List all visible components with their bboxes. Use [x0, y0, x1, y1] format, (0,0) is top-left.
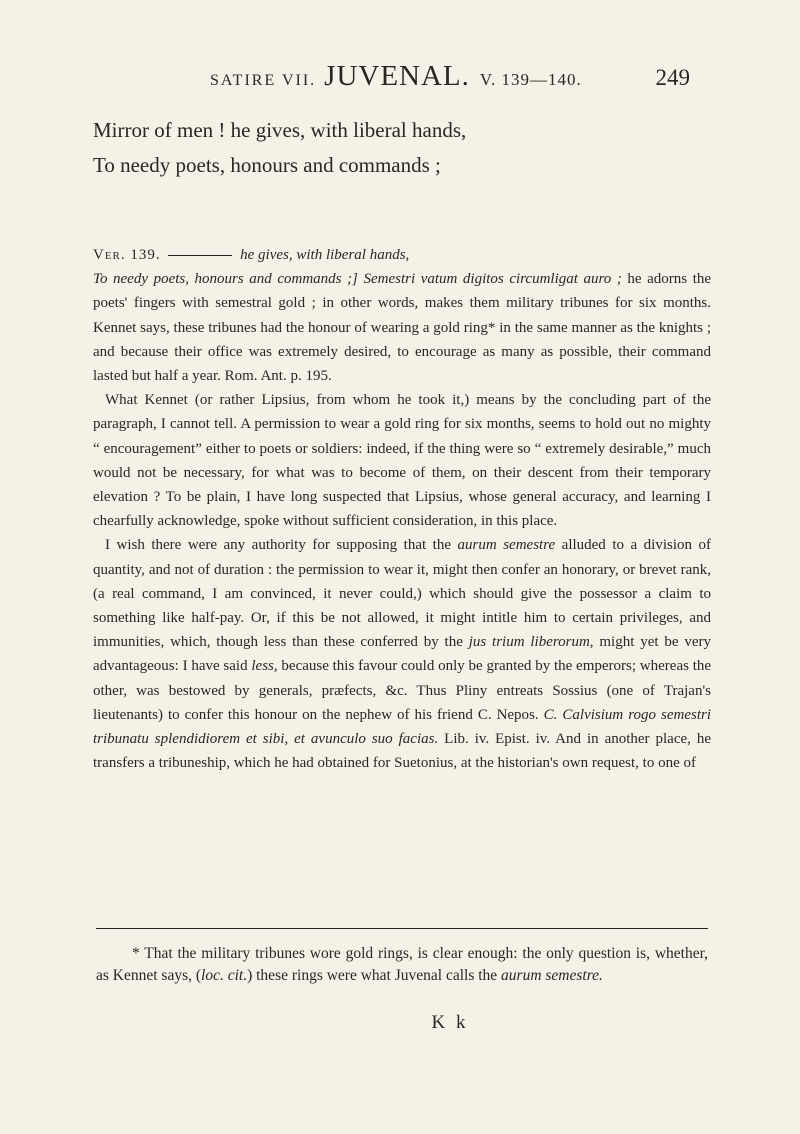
header-author: JUVENAL.	[324, 60, 470, 92]
footnote-rule	[96, 928, 708, 929]
signature-mark: K k	[431, 1012, 469, 1033]
latin-quote: C. Calvisium rogo semestri tribunatu splendidiorem et sibi, et avunculo suo facias.	[93, 706, 711, 748]
running-header	[210, 60, 690, 108]
paragraph-text: because this favour could only be granted by the emperors; whereas the other, was bestowed by generals, præfects, &c. Thus Pliny entreats Sossius (one of Trajan's lieutenants) to confer this honour on the nephew of his friend C. Nepos.	[93, 658, 712, 723]
commentary	[93, 243, 711, 775]
commentary-paragraph	[93, 243, 711, 388]
paragraph-text: might yet be very advantageous: I have said	[93, 634, 712, 675]
page-number: 249	[655, 65, 690, 90]
footnote	[96, 943, 708, 987]
latin-term: aurum semestre	[457, 537, 556, 554]
verse-line: Mirror of men ! he gives, with liberal hands,	[93, 118, 467, 142]
footnote-paragraph	[96, 943, 708, 987]
lemma: he gives, with liberal hands,	[240, 247, 410, 263]
paragraph-text: he adorns the poets' fingers with semestral gold ; in other words, makes them military tribunes for six months. Kennet says, these tribunes had the honour of wearing a gold ring* in the same manner as the knights ; and because their office was extremely desired, to encourage as many as possible, their command lasted but half a year. Rom. Ant. p. 195.	[93, 271, 712, 385]
latin-quote: Semestri vatum digitos circumligat auro ;	[363, 271, 622, 288]
header-satire: SATIRE VII.	[210, 72, 317, 89]
footnote-text: * That the military tribunes wore gold rings, is clear enough: the only question is, whether, as Kennet says, (	[96, 945, 708, 984]
paragraph-text: I wish there were any authority for supposing that the	[105, 537, 452, 554]
header-verses: V. 139—140.	[479, 70, 582, 89]
paragraph-text: Lib. iv. Epist. iv. And in another place, he transfers a tribuneship, which he had obtained for Suetonius, at the historian's own request, to one of	[93, 731, 711, 772]
latin-term: jus trium liberorum,	[468, 634, 594, 651]
footnote-text: ) these rings were what Juvenal calls the	[247, 967, 498, 984]
commentary-paragraph	[93, 533, 711, 775]
latin-term: aurum semestre.	[501, 967, 603, 984]
verse-line: To needy poets, honours and commands ;	[93, 153, 441, 177]
lemma-dash	[168, 255, 232, 256]
paragraph-text: alluded to a division of quantity, and not of duration : the permission to wear it, might then confer an honorary, or brevet rank, (a real command, I am convinced, it never could,) which should give the possessor a claim to something like half-pay. Or, if this be not allowed, it might intitle him to certain privileges, and immunities, which, though less than these conferred by the	[93, 537, 712, 651]
paragraph-text: What Kennet (or rather Lipsius, from whom he took it,) means by the concluding part of the paragraph, I cannot tell. A permission to wear a gold ring for six months, seems to hold out no mighty “ encouragement” either to poets or soldiers: indeed, if the thing were so “ extremely desirable,” much would not be necessary, for what was to become of them, on their descent from their temporary elevation ? To be plain, I have long suspected that Lipsius, whose general accuracy, and learning I chearfully acknowledge, spoke without sufficient consideration, in this place.	[93, 392, 711, 530]
latin-term: loc. cit.	[201, 967, 248, 984]
lemma: To needy poets, honours and commands ;]	[93, 271, 358, 288]
commentary-paragraph	[93, 388, 711, 533]
verse-block	[93, 113, 733, 183]
emphasis: less,	[251, 658, 278, 675]
verse-reference: Ver. 139.	[93, 247, 161, 263]
